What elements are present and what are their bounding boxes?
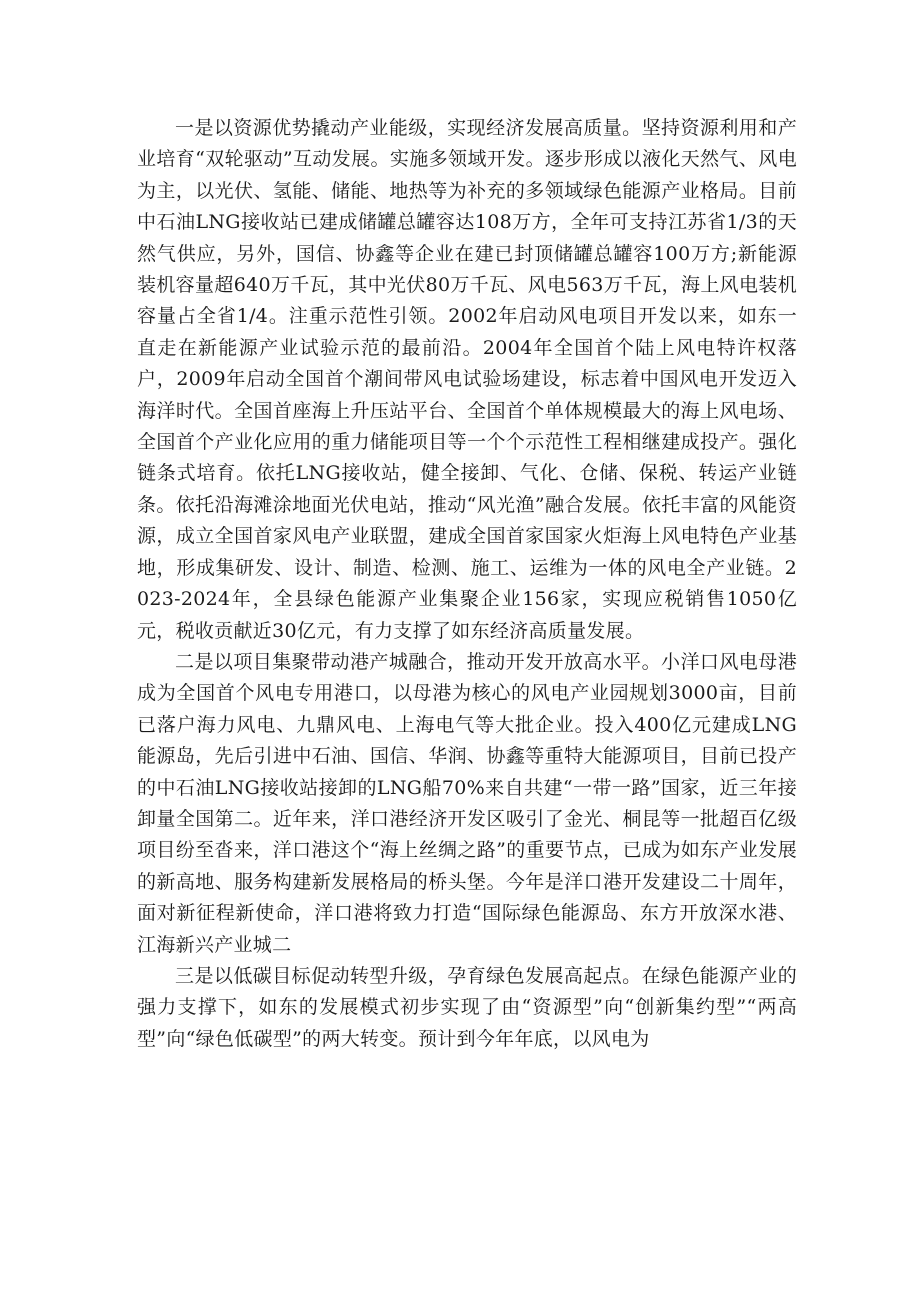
document-page — [137, 113, 797, 1055]
paragraph-port-industry-city: 二是以项目集聚带动港产城融合，推动开发开放高水平。小洋口风电母港成为全国首个风电专用港口，以母港为核心的风电产业园规划3000亩，目前已落户海力风电、九鼎风电、上海电气等大批企业。投入400亿元建成LNG能源岛，先后引进中石油、国信、华润、协鑫等重特大能源项目，目前已投产的中石油LNG接收站接卸的LNG船70%来自共建“一带一路”国家，近三年接卸量全国第二。近年来，洋口港经济开发区吸引了金光、桐昆等一批超百亿级项目纷至沓来，洋口港这个“海上丝绸之路”的重要节点，已成为如东产业发展的新高地、服务构建新发展格局的桥头堡。今年是洋口港开发建设二十周年，面对新征程新使命，洋口港将致力打造“国际绿色能源岛、东方开放深水港、江海新兴产业城二 — [137, 650, 797, 956]
paragraph-resource-advantage: 一是以资源优势撬动产业能级，实现经济发展高质量。坚持资源利用和产业培育“双轮驱动”互动发展。实施多领域开发。逐步形成以液化天然气、风电为主，以光伏、氢能、储能、地热等为补充的多领域绿色能源产业格局。目前中石油LNG接收站已建成储罐总罐容达108万方，全年可支持江苏省1/3的天然气供应，另外，国信、协鑫等企业在建已封顶储罐总罐容100万方;新能源装机容量超640万千瓦，其中光伏80万千瓦、风电563万千瓦，海上风电装机容量占全省1/4。注重示范性引领。2002年启动风电项目开发以来，如东一直走在新能源产业试验示范的最前沿。2004年全国首个陆上风电特许权落户，2009年启动全国首个潮间带风电试验场建设，标志着中国风电开发迈入海洋时代。全国首座海上升压站平台、全国首个单体规模最大的海上风电场、全国首个产业化应用的重力储能项目等一个个示范性工程相继建成投产。强化链条式培育。依托LNG接收站，健全接卸、气化、仓储、保税、转运产业链条。依托沿海滩涂地面光伏电站，推动“风光渔”融合发展。依托丰富的风能资源，成立全国首家风电产业联盟，建成全国首家国家火炬海上风电特色产业基地，形成集研发、设计、制造、检测、施工、运维为一体的风电全产业链。2023-2024年，全县绿色能源产业集聚企业156家，实现应税销售1050亿元，税收贡献近30亿元，有力支撑了如东经济高质量发展。 — [137, 117, 797, 642]
paragraph-low-carbon-transformation: 三是以低碳目标促动转型升级，孕育绿色发展高起点。在绿色能源产业的强力支撑下，如东的发展模式初步实现了由“资源型”向“创新集约型”“两高型”向“绿色低碳型”的两大转变。预计到今年年底，以风电为 — [137, 964, 797, 1050]
